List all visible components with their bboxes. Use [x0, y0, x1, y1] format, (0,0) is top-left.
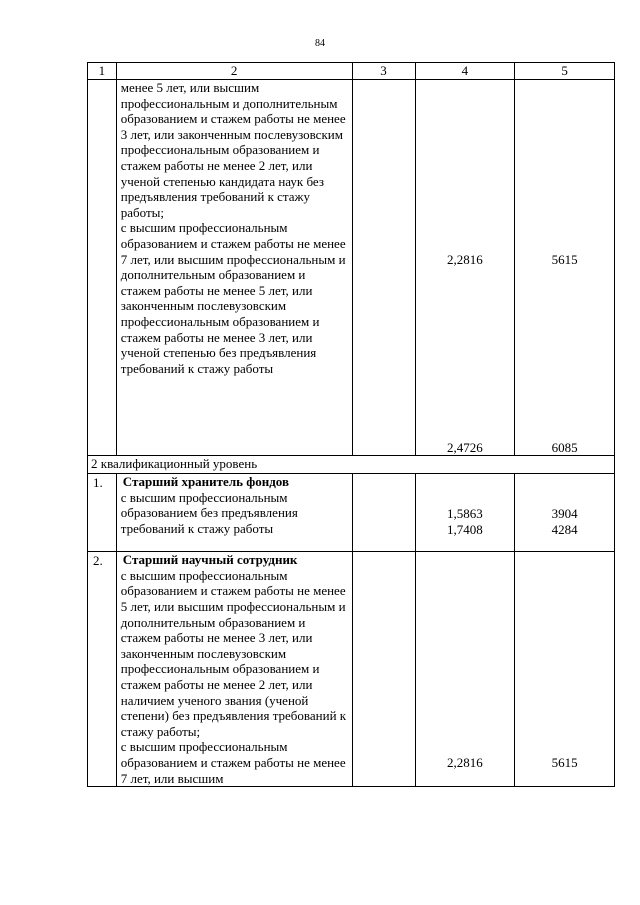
description-cell: [116, 474, 352, 552]
position-title: Старший научный сотрудник: [122, 552, 298, 568]
salary-a: 3904: [551, 506, 578, 522]
index-cell: [88, 80, 117, 456]
salary: 5615: [551, 755, 578, 771]
empty-cell: [352, 474, 415, 552]
coefficient-cell: [415, 552, 515, 787]
salary-b: 4284: [551, 521, 578, 537]
coefficient: 2,2816: [447, 755, 483, 771]
salary-cell: [515, 552, 615, 787]
table-row: [88, 552, 615, 787]
qualification-level-label: 2 квалификационный уровень: [88, 456, 615, 474]
salary-cell: [515, 474, 615, 552]
salary-a: 5615: [551, 252, 578, 267]
coefficient-cell: [415, 80, 515, 456]
page-number: 84: [315, 38, 325, 49]
coefficient-a: 1,5863: [447, 506, 483, 522]
coefficient-cell: [415, 474, 515, 552]
salary-table: [87, 62, 615, 787]
requirements-text: с высшим профессиональным образованием без предъявления требований к стажу работы: [120, 489, 298, 536]
coefficient-a: 2,2816: [447, 252, 483, 267]
header-col-2: 2: [116, 63, 352, 80]
row-index: 2.: [88, 552, 117, 787]
description-cell: [116, 80, 352, 456]
row-index: 1.: [88, 474, 117, 552]
header-col-1: 1: [88, 63, 117, 80]
coefficient-b: 1,7408: [447, 521, 483, 537]
qualification-level-row: [88, 456, 615, 474]
header-col-5: 5: [515, 63, 615, 80]
empty-cell: [352, 80, 415, 456]
description-cell: [116, 552, 352, 787]
table-row: [88, 474, 615, 552]
coefficient-b: 2,4726: [447, 439, 483, 455]
requirements-text-b: с высшим профессиональным образованием и стажем работы не менее 7 лет, или высшим профессиональным и дополнительным образованием и стажем работы не менее 5 лет, или законченным послевузовским профессиональным образованием и стажем работы не менее 3 лет, или ученой степенью без предъявления требований к стажу работы: [120, 220, 346, 376]
header-col-3: 3: [352, 63, 415, 80]
header-col-4: 4: [415, 63, 515, 80]
empty-cell: [352, 552, 415, 787]
requirements-text-b: с высшим профессиональным образованием и стажем работы не менее 7 лет, или высшим: [120, 739, 346, 786]
salary-b: 6085: [551, 439, 578, 455]
table-row-continuation: [88, 80, 615, 456]
salary-cell: [515, 80, 615, 456]
requirements-text: с высшим профессиональным образованием и стажем работы не менее 5 лет, или высшим профессиональным и дополнительным образованием и стажем работы не менее 3 лет, или законченным послевузовским профессиональным образованием и стажем работы не менее 2 лет, или наличием ученого звания (ученой степени) без предъявления требований к стажу работы;: [120, 567, 347, 739]
requirements-text-a: менее 5 лет, или высшим профессиональным и дополнительным образованием и стажем работы не менее 3 лет, или законченным послевузовским профессиональным образованием и стажем работы не менее 2 лет, или ученой степенью кандидата наук без предъявления требований к стажу работы;: [120, 80, 346, 220]
position-title: Старший хранитель фондов: [122, 474, 289, 490]
table-header-row: [88, 63, 615, 80]
